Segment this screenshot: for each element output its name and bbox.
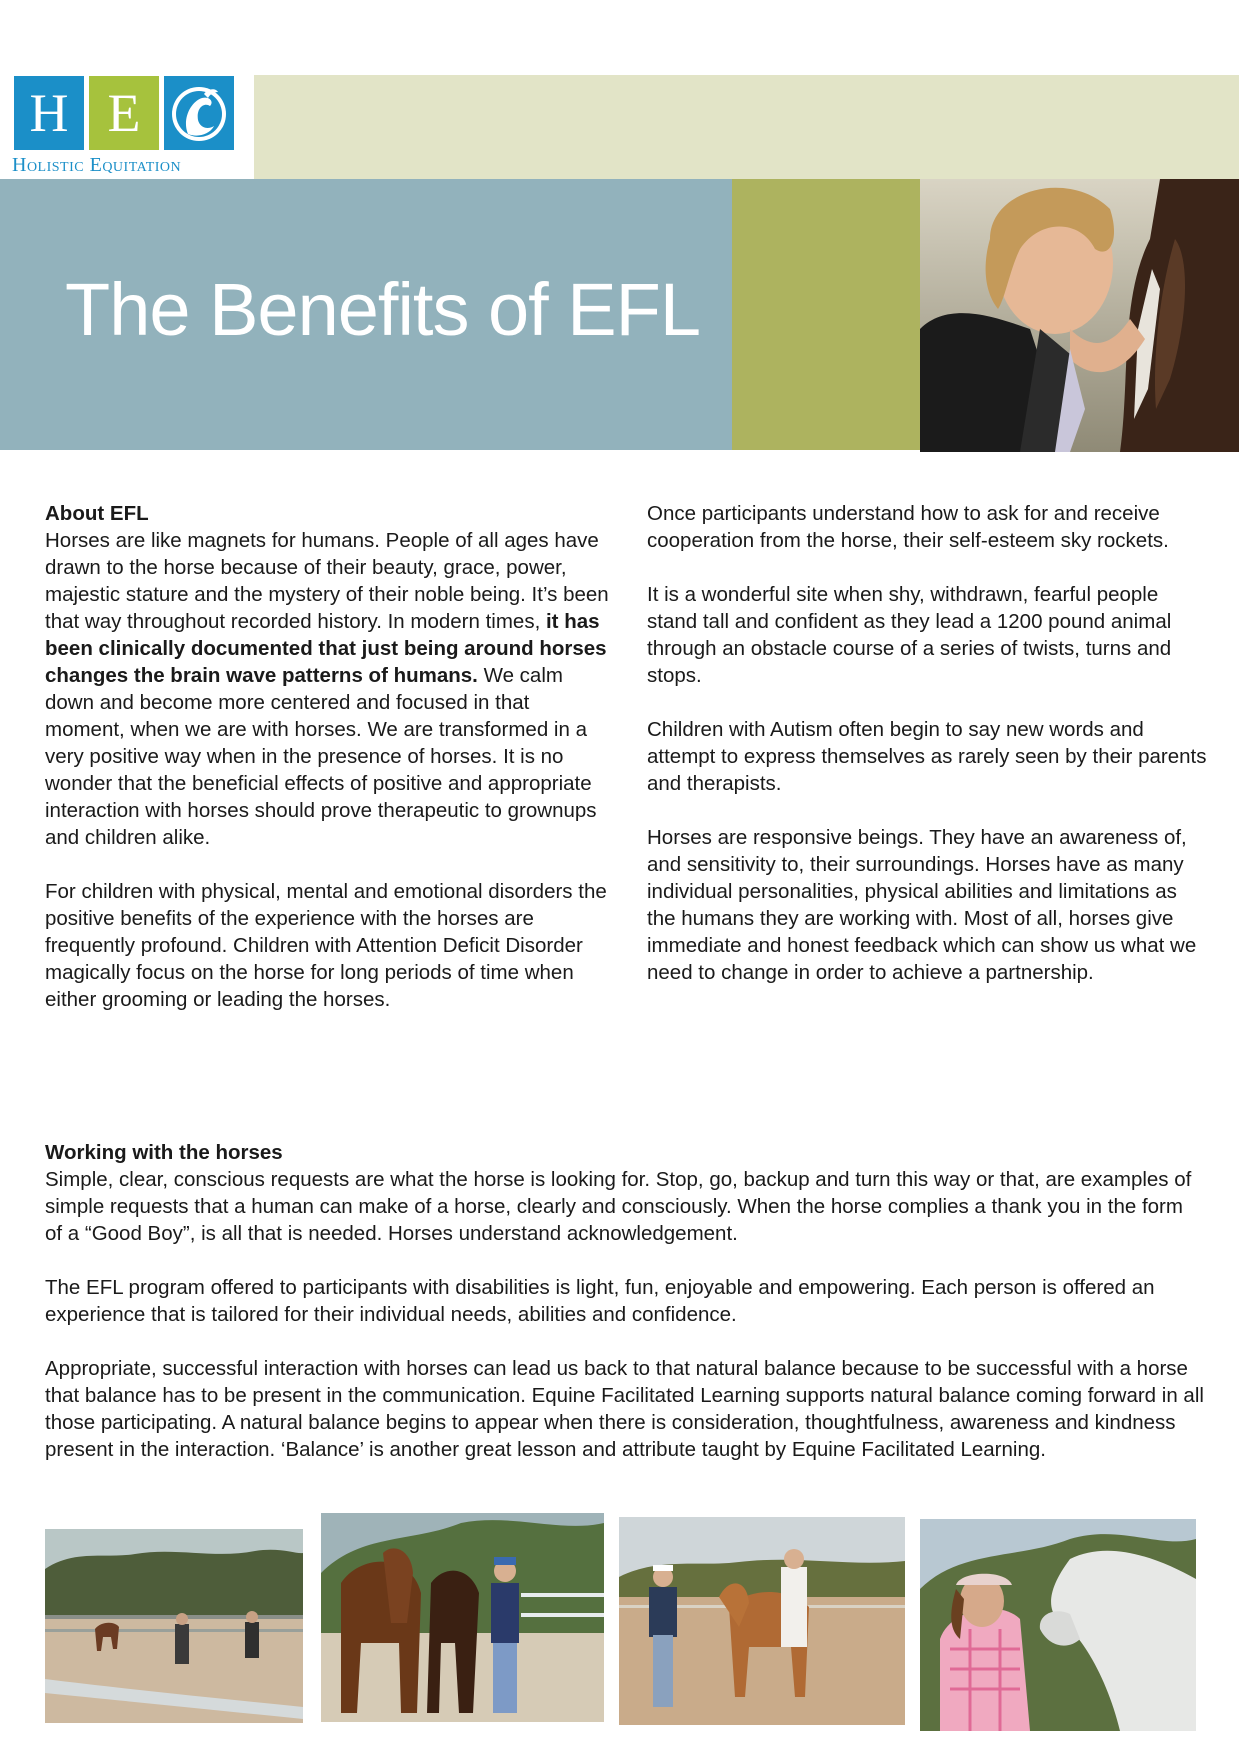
working-paragraph-2: The EFL program offered to participants with disabilities is light, fun, enjoyable and empowering. Each person is offered an experience that is tailored for their individual needs, abilities and confidence. bbox=[45, 1276, 1155, 1326]
about-efl-column bbox=[45, 500, 610, 1040]
header-band bbox=[254, 75, 1239, 179]
logo-letter-h: H bbox=[29, 83, 69, 143]
about-efl-paragraph-2: For children with physical, mental and emotional disorders the positive benefits of the experience with the horses are frequently profound. Children with Attention Deficit Disorder magically focus on the horse for long periods of time when either grooming or leading the horses. bbox=[45, 880, 607, 1011]
swan-icon bbox=[164, 76, 234, 150]
logo-brand-name bbox=[12, 154, 242, 177]
logo-e-tile bbox=[89, 76, 159, 150]
right-paragraph-2: It is a wonderful site when shy, withdrawn, fearful people stand tall and confident as they lead a 1200 pound animal through an obstacle course of a series of twists, turns and stops. bbox=[647, 583, 1172, 687]
logo-brand-text: Holistic Equitation bbox=[12, 154, 182, 176]
olive-band bbox=[732, 179, 920, 450]
right-paragraph-4: Horses are responsive beings. They have an awareness of, and sensitivity to, their surroundings. Horses have as many individual personalities, physical abilities and limitations as the humans they are working with. Most of all, horses give immediate and honest feedback which can show us what we need to change in order to achieve a partnership. bbox=[647, 826, 1197, 984]
logo-h-tile bbox=[14, 76, 84, 150]
page-title: The Benefits of EFL bbox=[65, 268, 701, 351]
about-efl-paragraph-1 bbox=[45, 500, 610, 851]
logo-letter-e: E bbox=[107, 83, 141, 143]
working-heading: Working with the horses bbox=[45, 1141, 283, 1164]
about-text-part-1: Horses are like magnets for humans. People of all ages have drawn to the horse because of their beauty, grace, power, majestic stature and the mystery of their noble being. It’s been that way throughout recorded history. In modern times, bbox=[45, 529, 609, 633]
about-efl-heading: About EFL bbox=[45, 502, 149, 525]
holistic-equitation-logo bbox=[12, 74, 234, 174]
photo-two-horses-with-man bbox=[321, 1513, 604, 1722]
about-text-part-2: We calm down and become more centered and focused in that moment, when we are with horses. We are transformed in a very positive way when in the presence of horses. It is no wonder that the beneficial effects of positive and appropriate interaction with horses should prove therapeutic to grownups and children alike. bbox=[45, 664, 597, 849]
right-column bbox=[647, 500, 1207, 1013]
photo-girl-with-white-horse bbox=[920, 1519, 1196, 1731]
working-paragraph-1 bbox=[45, 1139, 1205, 1247]
right-paragraph-1: Once participants understand how to ask for and receive cooperation from the horse, their self-esteem sky rockets. bbox=[647, 502, 1169, 552]
right-paragraph-3: Children with Autism often begin to say new words and attempt to express themselves as rarely seen by their parents and therapists. bbox=[647, 718, 1207, 795]
photo-foal-with-two-women bbox=[619, 1517, 905, 1725]
about-text-bold: it has been clinically documented that just being around horses changes the brain wave patterns of humans. bbox=[45, 610, 607, 687]
photo-arena-session bbox=[45, 1529, 303, 1723]
hero-photo-woman-with-horse bbox=[920, 179, 1239, 452]
working-text-1: Simple, clear, conscious requests are what the horse is looking for. Stop, go, backup and turn this way or that, are examples of simple requests that a human can make of a horse, clearly and consciously. When the horse complies a thank you in the form of a “Good Boy”, is all that is needed. Horses understand acknowledgement. bbox=[45, 1168, 1192, 1245]
title-band bbox=[0, 179, 732, 450]
working-with-horses-section bbox=[45, 1139, 1205, 1490]
working-paragraph-3: Appropriate, successful interaction with horses can lead us back to that natural balance because to be successful with a horse that balance has to be present in the communication. Equine Facilitated Learning supports natural balance coming forward in all those participating. A natural balance begins to appear when there is consideration, thoughtfulness, awareness and kindness present in the interaction. ‘Balance’ is another great lesson and attribute taught by Equine Facilitated Learning. bbox=[45, 1357, 1204, 1461]
